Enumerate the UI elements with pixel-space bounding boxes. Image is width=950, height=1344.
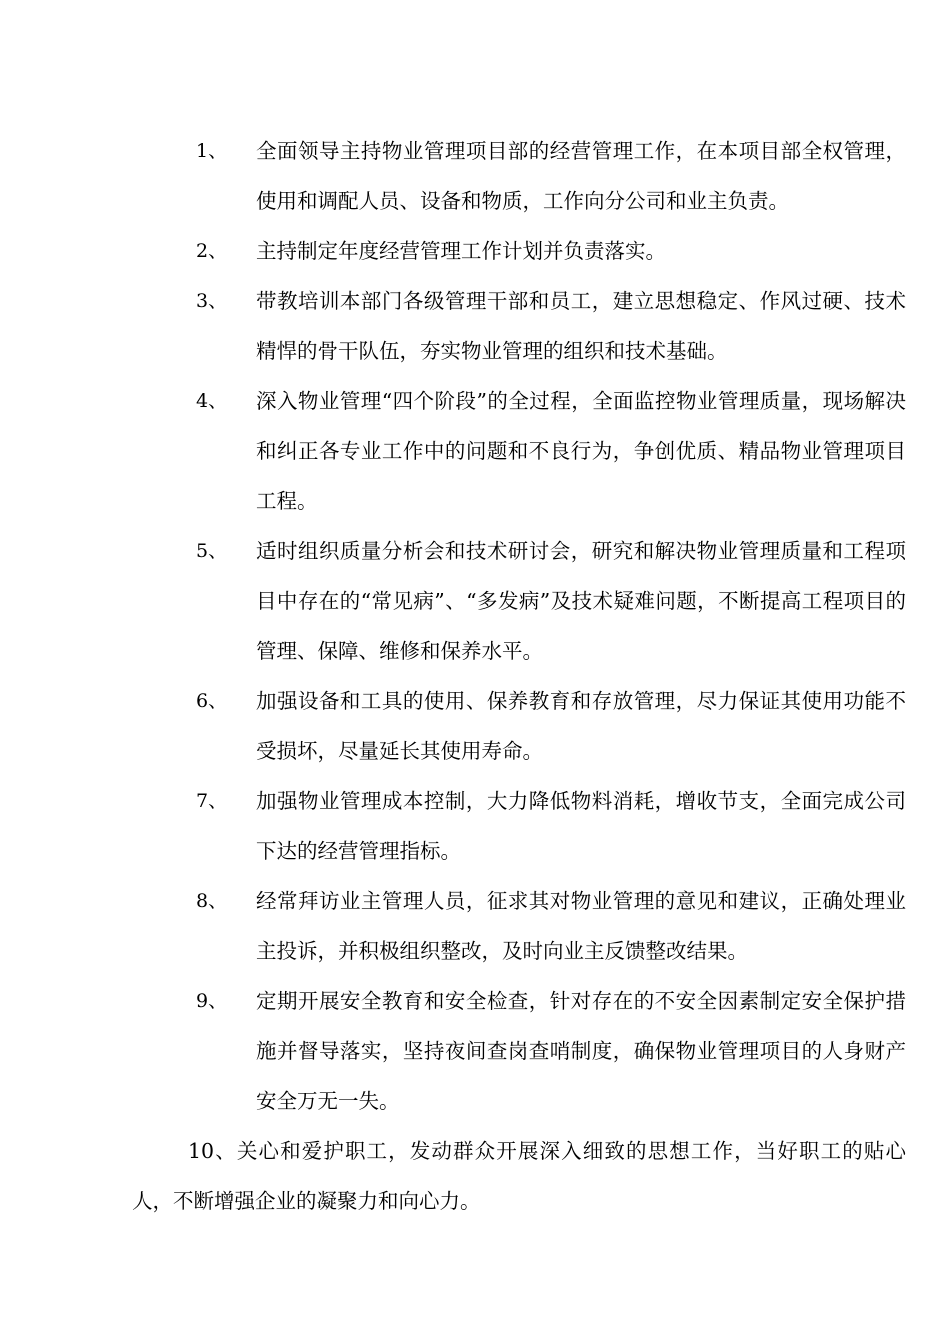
item-number: 9、: [196, 990, 228, 1012]
item-number: 2、: [196, 240, 228, 262]
item-text: 定期开展安全教育和安全检查，针对存在的不安全因素制定安全保护措施并督导落实，坚持夜间查岗查哨制度，确保物业管理项目的人身财产安全万无一失。: [256, 989, 906, 1113]
item-text: 深入物业管理“四个阶段”的全过程，全面监控物业管理质量，现场解决和纠正各专业工作中的问题和不良行为，争创优质、精品物业管理项目工程。: [256, 389, 906, 513]
item-text: 加强物业管理成本控制，大力降低物料消耗，增收节支，全面完成公司下达的经营管理指标。: [256, 789, 906, 863]
item-text: 带教培训本部门各级管理干部和员工，建立思想稳定、作风过硬、技术精悍的骨干队伍，夯实物业管理的组织和技术基础。: [256, 289, 906, 363]
item-text: 适时组织质量分析会和技术研讨会，研究和解决物业管理质量和工程项目中存在的“常见病”、“多发病”及技术疑难问题，不断提高工程项目的管理、保障、维修和保养水平。: [256, 539, 906, 663]
list-item-last: [132, 1126, 906, 1226]
list-item: [196, 676, 906, 776]
item-number: 4、: [196, 390, 228, 412]
list-item: [196, 226, 906, 276]
list-item: [196, 976, 906, 1126]
list-item: [196, 276, 906, 376]
item-number: 6、: [196, 690, 228, 712]
item-number: 8、: [196, 890, 228, 912]
item-text: 主持制定年度经营管理工作计划并负责落实。: [256, 239, 666, 263]
item-text: 10、关心和爱护职工，发动群众开展深入细致的思想工作，当好职工的贴心人，不断增强企业的凝聚力和向心力。: [132, 1139, 906, 1213]
item-text: 全面领导主持物业管理项目部的经营管理工作，在本项目部全权管理，使用和调配人员、设备和物质，工作向分公司和业主负责。: [256, 139, 906, 213]
list-item: [196, 876, 906, 976]
duty-list: [0, 126, 950, 1226]
item-number: 1、: [196, 140, 228, 162]
list-item: [196, 526, 906, 676]
item-number: 5、: [196, 540, 228, 562]
list-item: [196, 376, 906, 526]
item-text: 加强设备和工具的使用、保养教育和存放管理，尽力保证其使用功能不受损坏，尽量延长其使用寿命。: [256, 689, 906, 763]
item-number: 7、: [196, 790, 228, 812]
list-item: [196, 126, 906, 226]
item-text: 经常拜访业主管理人员，征求其对物业管理的意见和建议，正确处理业主投诉，并积极组织整改，及时向业主反馈整改结果。: [256, 889, 906, 963]
item-number: 3、: [196, 290, 228, 312]
list-item: [196, 776, 906, 876]
